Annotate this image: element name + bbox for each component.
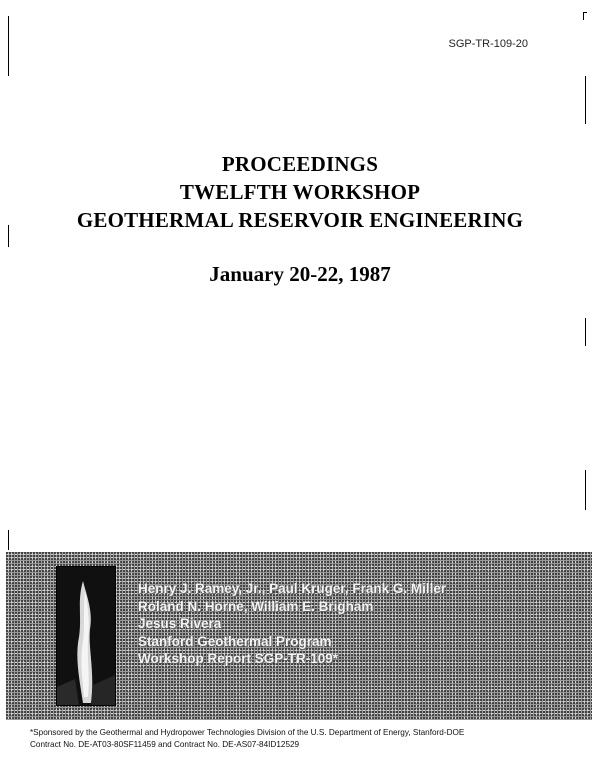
title-line-workshop: TWELFTH WORKSHOP — [179, 180, 421, 204]
title-line-subject: GEOTHERMAL RESERVOIR ENGINEERING — [76, 208, 524, 232]
footnote-line-1: *Sponsored by the Geothermal and Hydropower Technologies Division of the U.S. Department of Energy, Stanford-DOE — [30, 728, 465, 737]
document-title — [0, 150, 600, 234]
authors-line-3: Jesus Rivera — [138, 616, 222, 631]
scan-edge-right-mark-tick — [583, 12, 584, 20]
scan-edge-left-bottom — [8, 530, 9, 550]
scan-edge-left-lower — [8, 225, 9, 247]
geyser-image — [57, 567, 115, 705]
authors-line-1: Henry J. Ramey, Jr., Paul Kruger, Frank G. Miller — [138, 581, 447, 596]
title-line-proceedings: PROCEEDINGS — [221, 152, 379, 176]
credits-block — [138, 580, 578, 668]
report-label: Workshop Report SGP-TR-109* — [138, 651, 339, 666]
scan-edge-left — [8, 16, 9, 76]
workshop-date: January 20-22, 1987 — [209, 262, 391, 286]
footnote-line-2: Contract No. DE-AT03-80SF11459 and Contract No. DE-AS07-84ID12529 — [30, 740, 300, 749]
program-name: Stanford Geothermal Program — [138, 633, 332, 649]
sponsor-footnote — [30, 727, 590, 751]
scan-edge-right-lower — [585, 318, 586, 346]
report-number: SGP-TR-109-20 — [448, 38, 528, 50]
scan-edge-right — [585, 76, 586, 124]
authors-line-2: Roland N. Horne, William E. Brigham — [138, 598, 374, 614]
scan-edge-right-bottom — [585, 470, 586, 510]
geyser-photo — [56, 566, 116, 706]
